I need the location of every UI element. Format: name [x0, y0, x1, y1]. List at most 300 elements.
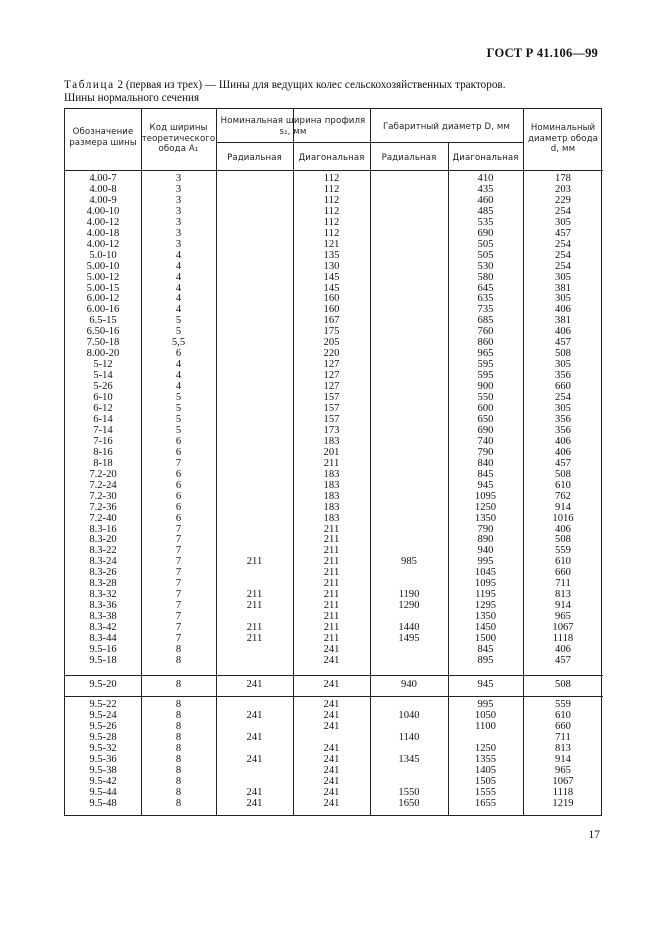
cell-size: 9.5-22 — [89, 699, 117, 710]
cell-rim-code: 5 — [175, 403, 182, 415]
cell-width-diagonal: 112 — [323, 194, 340, 206]
cell-rim-code: 3 — [175, 216, 182, 228]
cell-rim-diameter: 1219 — [552, 797, 574, 809]
cell-size: 7.2-20 — [89, 468, 117, 480]
cell-width-diagonal: 211 — [323, 523, 340, 535]
cell-rim-code: 5 — [175, 315, 182, 327]
cell-rim-diameter: 813 — [555, 742, 571, 754]
cell-rim-diameter: 914 — [555, 600, 571, 612]
cell-width-radial: 241 — [246, 786, 263, 798]
cell-diameter-diagonal: 1555 — [474, 786, 497, 798]
cell-size: 7.50-18 — [86, 337, 120, 349]
cell-size: 7-14 — [93, 424, 113, 436]
cell-rim-code: 3 — [175, 205, 182, 217]
cell-size: 4.00-18 — [86, 227, 120, 239]
cell-size: 8.3-22 — [89, 545, 117, 557]
cell-rim-code: 8 — [175, 786, 182, 798]
cell-diameter-diagonal: 1250 — [474, 501, 497, 513]
cell-diameter-radial: 985 — [401, 556, 417, 568]
cell-diameter-radial: 1550 — [398, 786, 420, 798]
cell-diameter-diagonal: 790 — [477, 523, 494, 535]
cell-rim-diameter: 711 — [555, 578, 571, 590]
table-body-group-3 — [65, 700, 603, 810]
cell-width-radial: 241 — [246, 731, 263, 743]
table-row — [65, 492, 603, 503]
cell-diameter-radial: 1290 — [398, 600, 420, 612]
cell-diameter-diagonal: 1045 — [474, 567, 497, 579]
cell-size: 8.3-26 — [89, 567, 117, 579]
cell-diameter-diagonal: 1100 — [475, 720, 496, 732]
cell-width-diagonal: 183 — [323, 479, 340, 491]
cell-width-radial: 211 — [246, 556, 263, 568]
cell-size: 8-16 — [93, 446, 113, 458]
cell-width-diagonal: 160 — [323, 293, 340, 305]
cell-rim-diameter: 203 — [555, 183, 571, 195]
cell-rim-code: 4 — [175, 260, 182, 272]
cell-size: 4.00-7 — [89, 173, 117, 184]
cell-width-diagonal: 127 — [323, 370, 340, 382]
cell-width-diagonal: 121 — [323, 238, 340, 250]
cell-diameter-diagonal: 860 — [477, 337, 494, 349]
cell-width-diagonal: 211 — [323, 578, 340, 590]
cell-width-diagonal: 241 — [323, 720, 340, 732]
cell-rim-code: 6 — [175, 468, 182, 480]
cell-rim-diameter: 406 — [555, 643, 571, 655]
table-row — [65, 680, 603, 691]
cell-diameter-diagonal: 1355 — [474, 753, 497, 765]
cell-rim-code: 4 — [175, 381, 182, 393]
cell-width-radial: 241 — [246, 797, 263, 809]
cell-width-diagonal: 211 — [323, 622, 340, 634]
cell-rim-diameter: 229 — [555, 194, 571, 206]
table-body-group-1 — [65, 174, 603, 667]
cell-rim-diameter: 406 — [555, 326, 571, 338]
cell-size: 9.5-42 — [89, 775, 117, 787]
cell-rim-code: 6 — [175, 348, 182, 360]
header-rim-code: Код ширины теоретического обода A₁ — [141, 123, 216, 154]
cell-rim-code: 7 — [175, 622, 182, 634]
cell-width-diagonal: 112 — [323, 183, 340, 195]
cell-rim-code: 5 — [175, 392, 182, 404]
cell-size: 8-18 — [93, 457, 113, 469]
cell-rim-code: 7 — [175, 633, 182, 645]
cell-rim-diameter: 965 — [555, 764, 571, 776]
cell-width-diagonal: 211 — [323, 600, 340, 612]
cell-rim-diameter: 356 — [555, 424, 571, 436]
cell-size: 4.00-8 — [89, 183, 117, 195]
cell-width-diagonal: 127 — [323, 359, 340, 371]
cell-rim-code: 8 — [175, 731, 182, 743]
cell-rim-diameter: 660 — [555, 381, 571, 393]
cell-width-diagonal: 211 — [323, 633, 340, 645]
cell-rim-code: 7 — [175, 611, 182, 623]
cell-size: 4.00-10 — [86, 205, 120, 217]
cell-size: 9.5-36 — [89, 753, 117, 765]
header-diameter-diagonal: Диагональная — [452, 153, 519, 163]
cell-width-diagonal: 241 — [323, 764, 340, 776]
cell-diameter-diagonal: 1505 — [474, 775, 497, 787]
header-width-diagonal: Диагональная — [298, 153, 365, 163]
cell-diameter-diagonal: 1350 — [474, 611, 497, 623]
caption-label: Таблица — [64, 79, 115, 91]
cell-rim-diameter: 1118 — [552, 786, 574, 798]
cell-size: 6-12 — [93, 403, 113, 415]
cell-width-diagonal: 183 — [323, 501, 340, 513]
cell-rim-diameter: 1118 — [552, 633, 574, 645]
cell-rim-code: 5 — [175, 413, 182, 425]
cell-width-diagonal: 241 — [323, 709, 340, 721]
cell-diameter-radial: 940 — [401, 679, 417, 690]
cell-diameter-diagonal: 530 — [477, 260, 494, 272]
cell-rim-code: 7 — [175, 545, 182, 557]
cell-rim-code: 5 — [175, 326, 182, 338]
cell-diameter-diagonal: 945 — [477, 679, 494, 690]
caption-text: 2 (первая из трех) — Шины для ведущих колес сельскохозяйственных тракторов. — [114, 79, 506, 91]
cell-rim-code: 7 — [175, 457, 182, 469]
cell-diameter-diagonal: 1405 — [474, 764, 497, 776]
cell-diameter-diagonal: 1095 — [474, 578, 497, 590]
cell-diameter-diagonal: 760 — [477, 326, 494, 338]
cell-diameter-radial: 1440 — [398, 622, 420, 634]
cell-rim-code: 8 — [175, 699, 182, 710]
cell-rim-code: 8 — [175, 720, 182, 732]
cell-width-diagonal: 220 — [323, 348, 340, 360]
cell-size: 8.3-44 — [89, 633, 117, 645]
cell-size: 8.3-28 — [89, 578, 117, 590]
cell-width-diagonal: 183 — [323, 490, 340, 502]
cell-rim-diameter: 813 — [555, 589, 571, 601]
cell-rim-diameter: 356 — [555, 413, 571, 425]
cell-diameter-diagonal: 435 — [477, 183, 494, 195]
cell-size: 6.00-16 — [86, 304, 120, 316]
cell-rim-diameter: 305 — [555, 271, 571, 283]
cell-rim-diameter: 254 — [555, 260, 571, 272]
cell-width-diagonal: 211 — [323, 457, 340, 469]
cell-diameter-diagonal: 840 — [477, 457, 494, 469]
cell-diameter-diagonal: 1250 — [474, 742, 497, 754]
cell-rim-code: 7 — [175, 589, 182, 601]
cell-size: 6-14 — [93, 413, 113, 425]
cell-size: 5-26 — [93, 381, 113, 393]
cell-rim-diameter: 406 — [555, 435, 571, 447]
cell-width-diagonal: 157 — [323, 403, 340, 415]
header-width-radial: Радиальная — [227, 153, 282, 163]
cell-rim-code: 7 — [175, 534, 182, 546]
cell-diameter-diagonal: 690 — [477, 424, 494, 436]
cell-diameter-diagonal: 535 — [477, 216, 494, 228]
cell-width-diagonal: 241 — [323, 775, 340, 787]
cell-rim-code: 8 — [175, 679, 182, 690]
cell-diameter-diagonal: 845 — [477, 468, 494, 480]
cell-rim-diameter: 178 — [555, 173, 571, 184]
cell-width-diagonal: 241 — [323, 699, 340, 710]
cell-rim-diameter: 762 — [555, 490, 571, 502]
cell-diameter-radial: 1040 — [398, 709, 420, 721]
cell-size: 5.00-10 — [86, 260, 120, 272]
cell-diameter-diagonal: 895 — [477, 654, 494, 666]
cell-rim-code: 6 — [175, 435, 182, 447]
cell-size: 9.5-32 — [89, 742, 117, 754]
table-row — [65, 503, 603, 514]
caption-subtitle: Шины нормального сечения — [64, 92, 200, 104]
cell-diameter-diagonal: 595 — [477, 359, 494, 371]
cell-rim-code: 4 — [175, 359, 182, 371]
cell-width-diagonal: 173 — [323, 424, 340, 436]
cell-rim-diameter: 381 — [555, 282, 571, 294]
cell-rim-diameter: 305 — [555, 403, 571, 415]
cell-width-radial: 211 — [246, 589, 263, 601]
cell-width-diagonal: 135 — [323, 249, 340, 261]
cell-diameter-diagonal: 790 — [477, 446, 494, 458]
cell-diameter-diagonal: 1350 — [474, 512, 497, 524]
cell-size: 7.2-40 — [89, 512, 117, 524]
cell-rim-diameter: 508 — [555, 348, 571, 360]
header-rim-diameter: Номинальный диаметр обода d, мм — [527, 123, 599, 154]
cell-diameter-diagonal: 460 — [477, 194, 494, 206]
cell-rim-code: 3 — [175, 238, 182, 250]
cell-width-diagonal: 211 — [323, 534, 340, 546]
cell-diameter-diagonal: 600 — [477, 403, 494, 415]
cell-width-diagonal: 127 — [323, 381, 340, 393]
cell-width-diagonal: 112 — [323, 227, 340, 239]
cell-rim-code: 6 — [175, 501, 182, 513]
cell-size: 8.3-36 — [89, 600, 117, 612]
cell-width-diagonal: 145 — [323, 271, 340, 283]
cell-diameter-diagonal: 580 — [477, 271, 494, 283]
cell-width-diagonal: 241 — [323, 797, 340, 809]
cell-rim-code: 8 — [175, 775, 182, 787]
cell-size: 5-14 — [93, 370, 113, 382]
cell-rim-diameter: 381 — [555, 315, 571, 327]
cell-diameter-diagonal: 505 — [477, 238, 494, 250]
cell-rim-diameter: 660 — [555, 720, 571, 732]
cell-size: 4.00-9 — [89, 194, 117, 206]
cell-rim-diameter: 254 — [555, 205, 571, 217]
cell-diameter-diagonal: 550 — [477, 392, 494, 404]
cell-size: 8.3-32 — [89, 589, 117, 601]
cell-size: 5-12 — [93, 359, 113, 371]
cell-diameter-diagonal: 945 — [477, 479, 494, 491]
table-row — [65, 788, 603, 799]
cell-diameter-diagonal: 645 — [477, 282, 494, 294]
cell-width-diagonal: 112 — [323, 216, 340, 228]
cell-diameter-diagonal: 965 — [477, 348, 494, 360]
cell-width-diagonal: 112 — [323, 173, 340, 184]
cell-diameter-diagonal: 485 — [477, 205, 494, 217]
cell-width-diagonal: 183 — [323, 512, 340, 524]
cell-size: 5.0-10 — [89, 249, 117, 261]
cell-rim-diameter: 610 — [555, 556, 571, 568]
cell-width-diagonal: 211 — [323, 545, 340, 557]
cell-size: 7.2-30 — [89, 490, 117, 502]
page-number: 17 — [588, 829, 600, 841]
cell-size: 9.5-28 — [89, 731, 117, 743]
header-designation: Обозначение размера шины — [69, 127, 137, 148]
cell-rim-diameter: 305 — [555, 359, 571, 371]
cell-rim-code: 7 — [175, 556, 182, 568]
cell-width-diagonal: 241 — [323, 786, 340, 798]
cell-width-radial: 211 — [246, 622, 263, 634]
cell-rim-diameter: 660 — [555, 567, 571, 579]
cell-rim-diameter: 254 — [555, 249, 571, 261]
cell-size: 8.3-16 — [89, 523, 117, 535]
cell-size: 9.5-24 — [89, 709, 117, 721]
cell-rim-code: 8 — [175, 742, 182, 754]
cell-rim-code: 4 — [175, 249, 182, 261]
cell-size: 9.5-20 — [89, 679, 117, 690]
cell-diameter-diagonal: 735 — [477, 304, 494, 316]
cell-rim-diameter: 559 — [555, 699, 571, 710]
cell-rim-diameter: 457 — [555, 654, 571, 666]
cell-size: 9.5-16 — [89, 643, 117, 655]
cell-width-diagonal: 183 — [323, 468, 340, 480]
cell-width-radial: 241 — [246, 753, 263, 765]
cell-diameter-diagonal: 890 — [477, 534, 494, 546]
cell-width-diagonal: 241 — [323, 753, 340, 765]
cell-width-radial: 241 — [246, 679, 263, 690]
cell-size: 9.5-38 — [89, 764, 117, 776]
cell-width-diagonal: 211 — [323, 567, 340, 579]
cell-size: 5.00-15 — [86, 282, 120, 294]
cell-size: 6.00-12 — [86, 293, 120, 305]
cell-rim-code: 7 — [175, 578, 182, 590]
cell-diameter-diagonal: 505 — [477, 249, 494, 261]
cell-rim-code: 7 — [175, 567, 182, 579]
cell-rim-diameter: 1016 — [552, 512, 574, 524]
cell-size: 7.2-36 — [89, 501, 117, 513]
cell-rim-diameter: 457 — [555, 337, 571, 349]
cell-diameter-diagonal: 1295 — [474, 600, 497, 612]
cell-width-diagonal: 241 — [323, 679, 340, 690]
cell-width-diagonal: 112 — [323, 205, 340, 217]
cell-rim-code: 3 — [175, 194, 182, 206]
cell-width-radial: 211 — [246, 633, 263, 645]
cell-width-diagonal: 167 — [323, 315, 340, 327]
cell-diameter-diagonal: 635 — [477, 293, 494, 305]
cell-size: 9.5-48 — [89, 797, 117, 809]
cell-diameter-diagonal: 650 — [477, 413, 494, 425]
table-row — [65, 799, 603, 810]
header-width-group: Номинальная ширина профиля s₁, мм — [220, 116, 366, 137]
cell-rim-diameter: 914 — [555, 501, 571, 513]
cell-rim-code: 7 — [175, 523, 182, 535]
table-row — [65, 262, 603, 273]
cell-width-diagonal: 211 — [323, 556, 340, 568]
cell-width-radial: 241 — [246, 709, 263, 721]
cell-rim-diameter: 406 — [555, 446, 571, 458]
cell-rim-code: 7 — [175, 600, 182, 612]
table-body-group-2 — [65, 680, 603, 691]
tire-table — [64, 108, 602, 816]
cell-size: 8.00-20 — [86, 348, 120, 360]
cell-size: 4.00-12 — [86, 238, 120, 250]
table-caption — [64, 79, 506, 105]
cell-diameter-diagonal: 900 — [477, 381, 494, 393]
cell-size: 6-10 — [93, 392, 113, 404]
cell-rim-diameter: 1067 — [552, 622, 574, 634]
cell-rim-code: 3 — [175, 227, 182, 239]
cell-diameter-radial: 1495 — [398, 633, 420, 645]
cell-diameter-diagonal: 1655 — [474, 797, 497, 809]
cell-width-diagonal: 241 — [323, 654, 340, 666]
cell-rim-diameter: 965 — [555, 611, 571, 623]
cell-rim-code: 5 — [175, 424, 182, 436]
cell-width-diagonal: 157 — [323, 413, 340, 425]
cell-rim-diameter: 1067 — [552, 775, 574, 787]
cell-rim-code: 8 — [175, 709, 182, 721]
table-row — [65, 514, 603, 525]
header-diameter-radial: Радиальная — [381, 153, 437, 163]
cell-width-diagonal: 201 — [323, 446, 340, 458]
cell-rim-diameter: 305 — [555, 293, 571, 305]
cell-rim-code: 6 — [175, 479, 182, 491]
table-row — [65, 722, 603, 733]
cell-diameter-diagonal: 1195 — [475, 589, 496, 601]
cell-width-diagonal: 241 — [323, 643, 340, 655]
cell-size: 7-16 — [93, 435, 113, 447]
cell-width-diagonal: 183 — [323, 435, 340, 447]
cell-width-diagonal: 211 — [323, 611, 340, 623]
cell-rim-diameter: 406 — [555, 304, 571, 316]
cell-size: 8.3-24 — [89, 556, 117, 568]
cell-width-diagonal: 145 — [323, 282, 340, 294]
cell-rim-diameter: 406 — [555, 523, 571, 535]
cell-rim-code: 6 — [175, 490, 182, 502]
cell-size: 4.00-12 — [86, 216, 120, 228]
cell-rim-code: 4 — [175, 282, 182, 294]
cell-rim-code: 3 — [175, 173, 182, 184]
header-diameter-group: Габаритный диаметр D, мм — [382, 122, 511, 132]
cell-diameter-diagonal: 995 — [477, 556, 494, 568]
table-row — [65, 273, 603, 284]
cell-rim-diameter: 457 — [555, 227, 571, 239]
cell-diameter-diagonal: 740 — [477, 435, 494, 447]
cell-width-diagonal: 241 — [323, 742, 340, 754]
cell-rim-code: 3 — [175, 183, 182, 195]
cell-diameter-radial: 1650 — [398, 797, 420, 809]
table-row — [65, 777, 603, 788]
cell-diameter-diagonal: 595 — [477, 370, 494, 382]
cell-diameter-diagonal: 690 — [477, 227, 494, 239]
cell-rim-diameter: 457 — [555, 457, 571, 469]
cell-diameter-diagonal: 685 — [477, 315, 494, 327]
cell-width-diagonal: 130 — [323, 260, 340, 272]
cell-diameter-diagonal: 845 — [477, 643, 494, 655]
cell-size: 6.50-16 — [86, 326, 120, 338]
cell-diameter-diagonal: 1050 — [474, 709, 497, 721]
cell-rim-diameter: 508 — [555, 468, 571, 480]
cell-rim-code: 8 — [175, 797, 182, 809]
cell-rim-code: 5,5 — [171, 337, 186, 349]
cell-size: 8.3-38 — [89, 611, 117, 623]
cell-diameter-diagonal: 1450 — [474, 622, 497, 634]
cell-size: 8.3-42 — [89, 622, 117, 634]
table-row — [65, 251, 603, 262]
cell-rim-diameter: 254 — [555, 238, 571, 250]
cell-diameter-radial: 1345 — [398, 753, 420, 765]
cell-width-diagonal: 211 — [323, 589, 340, 601]
cell-rim-diameter: 305 — [555, 216, 571, 228]
cell-rim-code: 8 — [175, 654, 182, 666]
cell-rim-diameter: 559 — [555, 545, 571, 557]
cell-rim-code: 8 — [175, 643, 182, 655]
cell-rim-code: 8 — [175, 764, 182, 776]
cell-rim-diameter: 711 — [555, 731, 571, 743]
cell-rim-diameter: 508 — [555, 534, 571, 546]
cell-rim-code: 4 — [175, 293, 182, 305]
cell-width-diagonal: 160 — [323, 304, 340, 316]
cell-rim-code: 4 — [175, 304, 182, 316]
